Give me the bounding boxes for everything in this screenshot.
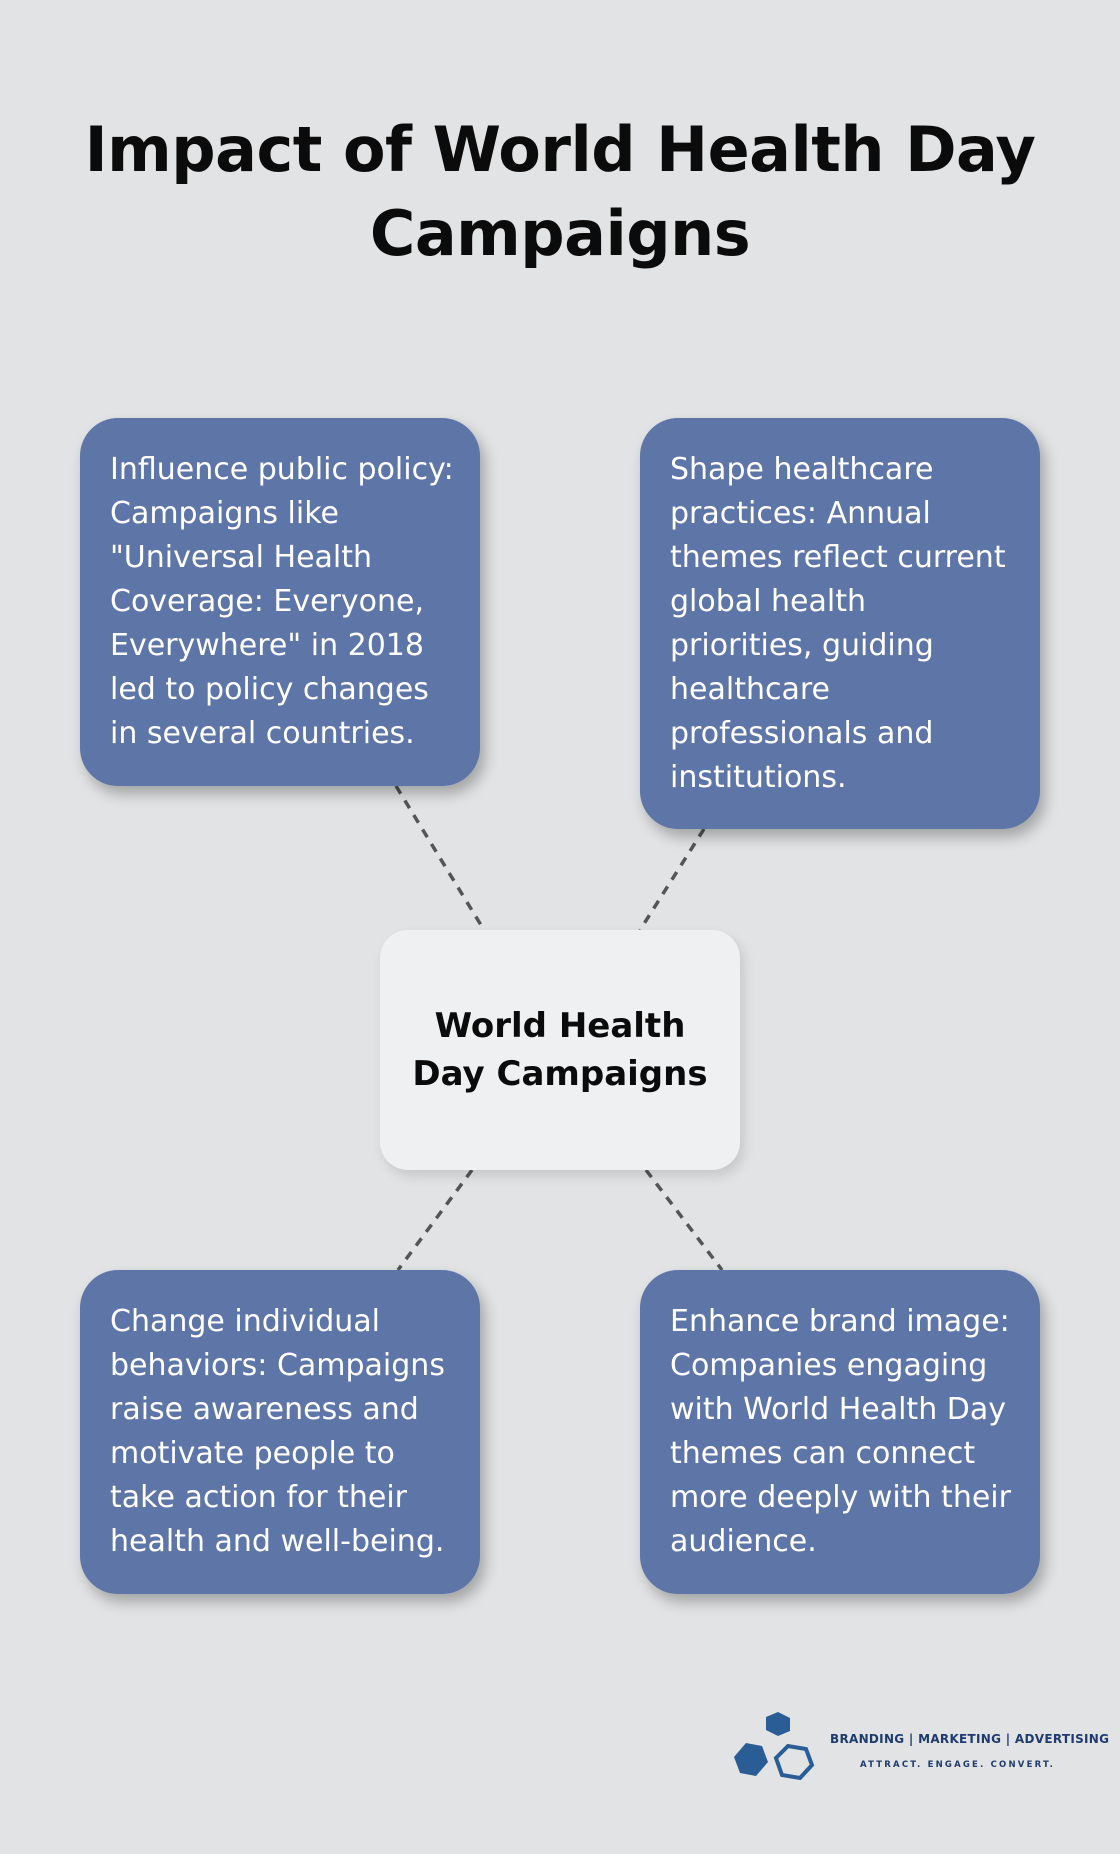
connector-line-bottom-left: [398, 1170, 472, 1270]
brand-logo: [730, 1712, 1110, 1796]
connector-line-bottom-right: [646, 1170, 722, 1270]
connector-line-top-left: [396, 786, 484, 930]
card-influence-public-policy: Influence public policy: Campaigns like "Universal Health Coverage: Everyone, Everywhere" in 2018 led to policy changes in several countries.: [80, 418, 480, 786]
card-shape-healthcare-practices: Shape healthcare practices: Annual themes reflect current global health priorities, guiding healthcare professionals and institutions.: [640, 418, 1040, 829]
page-title: Impact of World Health Day Campaigns: [84, 113, 1036, 270]
logo-tagline-slogan: ATTRACT. ENGAGE. CONVERT.: [860, 1760, 1056, 1770]
card-change-individual-behaviors: Change individual behaviors: Campaigns raise awareness and motivate people to take action for their health and well-being.: [80, 1270, 480, 1594]
center-node-label: World Health Day Campaigns: [412, 1006, 708, 1094]
connector-line-top-right: [640, 829, 704, 930]
card-enhance-brand-image: Enhance brand image: Companies engaging with World Health Day themes can connect more deeply with their audience.: [640, 1270, 1040, 1594]
hexagon-logo-icon: [730, 1712, 826, 1796]
logo-tagline-services: BRANDING | MARKETING | ADVERTISING: [830, 1732, 1110, 1746]
center-node: [380, 930, 740, 1170]
